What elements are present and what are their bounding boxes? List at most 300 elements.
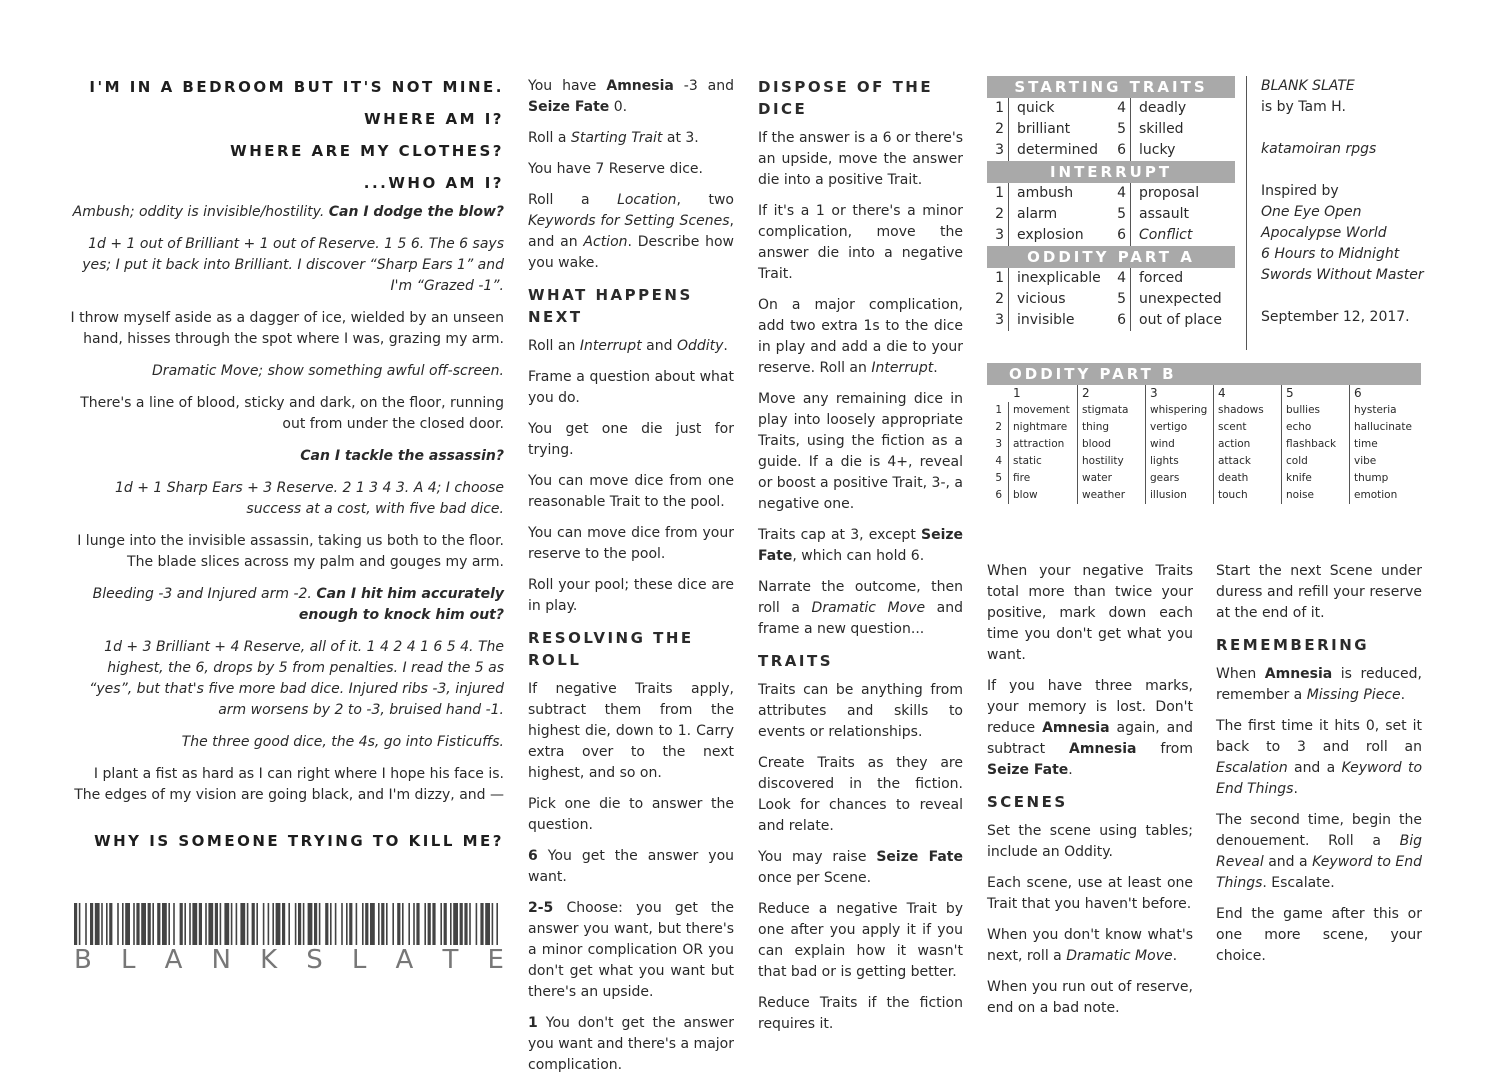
- example-narration: I lunge into the invisible assassin, taking us both to the floor. The blade slices across my palm and gouges my arm.: [77, 533, 504, 570]
- row-number: 4: [1109, 268, 1131, 289]
- table-entry: thing: [1077, 419, 1145, 436]
- row-number: 5: [1109, 119, 1131, 140]
- final-question: WHY IS SOMEONE TRYING TO KILL ME?: [94, 832, 504, 850]
- barcode-letter: E: [487, 945, 504, 975]
- rule-paragraph: [528, 128, 734, 149]
- barcode-bar: [308, 903, 313, 945]
- table-title-oddity-b: ODDITY PART B: [987, 363, 1421, 385]
- table-entry: inexplicable: [1017, 270, 1101, 286]
- example-question: Can I dodge the blow?: [328, 204, 504, 220]
- barcode-bar: [85, 903, 87, 945]
- barcode-bar: [392, 903, 394, 945]
- rule-paragraph: Reduce Traits if the fiction requires it.: [758, 995, 963, 1032]
- table-entry: hysteria: [1349, 402, 1417, 419]
- example-move: Dramatic Move; show something awful off-screen.: [152, 363, 504, 379]
- row-number: 1: [987, 402, 1009, 419]
- table-entry: vibe: [1349, 453, 1417, 470]
- barcode-bar: [240, 903, 245, 945]
- section-heading: RESOLVING THE ROLL: [528, 629, 694, 669]
- table-ref: Big Reveal: [1216, 833, 1422, 870]
- row-number: 3: [987, 310, 1009, 331]
- barcode-bar: [125, 903, 130, 945]
- inspiration-work: 6 Hours to Midnight: [1261, 246, 1400, 262]
- text: Traits cap at 3, except: [758, 527, 916, 543]
- table-entry: whispering: [1145, 402, 1213, 419]
- barcode-bar: [303, 903, 305, 945]
- text: from: [1160, 741, 1194, 757]
- amnesia-term: Amnesia: [1264, 666, 1333, 682]
- barcode-bar: [256, 903, 258, 945]
- text: -3 and: [683, 78, 734, 94]
- die-result: 2-5: [528, 900, 554, 916]
- row-number: 6: [1109, 310, 1131, 331]
- corner: [987, 385, 1009, 402]
- table-entry: ambush: [1017, 185, 1074, 201]
- rule-paragraph: You can move dice from one reasonable Trait to the pool.: [528, 473, 734, 510]
- barcode-bar: [106, 903, 108, 945]
- barcode-bar: [444, 903, 447, 945]
- text: If you have three marks, your memory is lost. Don't reduce: [987, 678, 1193, 736]
- text: . Escalate.: [1262, 875, 1335, 891]
- table-entry: invisible: [1017, 312, 1075, 328]
- barcode-bar: [74, 903, 77, 945]
- barcode-bar: [378, 903, 380, 945]
- barcode-letter: A: [395, 945, 414, 975]
- rule-paragraph: [528, 1013, 734, 1076]
- barcode-letter: N: [211, 945, 231, 975]
- text: When you don't know what's next, roll a: [987, 927, 1193, 964]
- table-entry: hostility: [1077, 453, 1145, 470]
- barcode-bar: [450, 903, 452, 945]
- example-status: Bleeding -3 and Injured arm -2.: [92, 586, 312, 602]
- barcode-bar: [349, 903, 352, 945]
- barcode-bar: [133, 903, 135, 945]
- row-number: 3: [987, 225, 1009, 246]
- text: and a: [1293, 760, 1336, 776]
- table-entry: movement: [1013, 404, 1070, 416]
- table-entry: water: [1077, 470, 1145, 487]
- rules-column-1: [528, 76, 734, 1086]
- barcode-bar: [268, 903, 270, 945]
- text: .: [1172, 948, 1178, 964]
- title-line-1: I'M IN A BEDROOM BUT IT'S NOT MINE.: [89, 78, 504, 96]
- text: You don't get the answer you want and there's a major complication.: [528, 1015, 735, 1073]
- example-roll: 1d + 1 Sharp Ears + 3 Reserve. 2 1 3 4 3. A 4; I choose success at a cost, with five bad dice.: [114, 480, 504, 517]
- rule-paragraph: You can move dice from your reserve to the pool.: [528, 525, 734, 562]
- barcode-bar: [464, 903, 467, 945]
- table-entry: forced: [1139, 270, 1184, 286]
- text: You have: [528, 78, 597, 94]
- table-ref: Location: [617, 192, 677, 208]
- example-paragraph: [70, 202, 504, 223]
- barcode-bar: [282, 903, 285, 945]
- seize-fate-term: Seize Fate: [876, 849, 963, 865]
- table-ref: Keyword to End Things: [1216, 854, 1422, 891]
- oddity-b-table: [987, 363, 1421, 504]
- text: and frame a new question...: [758, 600, 964, 637]
- rule-paragraph: End the game after this or one more scene, your choice.: [1216, 906, 1422, 964]
- rules-column-3: [987, 561, 1193, 1029]
- publication-date: September 12, 2017.: [1261, 309, 1410, 325]
- barcode-bar: [192, 903, 197, 945]
- row-number: 2: [987, 289, 1009, 310]
- rule-paragraph: When you run out of reserve, end on a bad note.: [987, 979, 1193, 1016]
- seize-fate-term: Seize Fate: [528, 99, 610, 115]
- example-narration: There's a line of blood, sticky and dark, on the floor, running out from under the closed door.: [80, 395, 504, 432]
- text: once per Scene.: [758, 870, 872, 886]
- table-entry: knife: [1281, 470, 1349, 487]
- table-entry: hallucinate: [1349, 419, 1417, 436]
- barcode-bar: [220, 903, 222, 945]
- text: is reduced, remember a: [1216, 666, 1423, 703]
- table-entry: assault: [1139, 206, 1189, 222]
- section-heading: REMEMBERING: [1216, 636, 1370, 654]
- barcode-bar: [424, 903, 426, 945]
- text: Roll a: [528, 192, 590, 208]
- example-roll: 1d + 1 out of Brilliant + 1 out of Reserve. 1 5 6. The 6 says yes; I put it back into Brilliant. I discover “Sharp Ears 1” and I'm “Grazed -1”.: [82, 236, 504, 294]
- title-line-3: WHERE ARE MY CLOTHES?: [230, 142, 504, 160]
- table-row: [987, 268, 1235, 289]
- row-number: 2: [987, 204, 1009, 225]
- rule-paragraph: Start the next Scene under duress and refill your reserve at the end of it.: [1216, 563, 1422, 621]
- rule-paragraph: If the answer is a 6 or there's an upside, move the answer die into a positive Trait.: [758, 130, 963, 188]
- barcode-letter: A: [164, 945, 183, 975]
- table-entry: determined: [1017, 142, 1099, 158]
- rule-paragraph: Set the scene using tables; include an Oddity.: [987, 823, 1193, 860]
- amnesia-term: Amnesia: [1042, 720, 1110, 736]
- row-number: 3: [987, 140, 1009, 161]
- section-heading: TRAITS: [758, 652, 834, 670]
- barcode-bar: [295, 903, 297, 945]
- inspired-by: Inspired by: [1261, 183, 1339, 199]
- example-narration: I throw myself aside as a dagger of ice, wielded by an unseen hand, hisses through the spot where I was, grazing my arm.: [70, 310, 504, 347]
- barcode-letter: S: [306, 945, 323, 975]
- table-entry: emotion: [1349, 487, 1417, 504]
- barcode-bar: [272, 903, 274, 945]
- credits: [1246, 76, 1436, 350]
- row-number: 4: [1109, 98, 1131, 119]
- table-entry: out of place: [1139, 312, 1222, 328]
- rule-paragraph: [528, 76, 734, 118]
- example-roll: 1d + 3 Brilliant + 4 Reserve, all of it. 1 4 2 4 1 6 5 4. The highest, the 6, drops by 5 from penalties. I read the 5 as “yes”, but that's five more bad dice. Injured ribs -3, injured arm worsens by 2 to -3, bruised hand -1.: [89, 639, 504, 718]
- table-row: [987, 183, 1235, 204]
- barcode-bar: [330, 903, 332, 945]
- text: . Describe how you wake.: [528, 234, 734, 271]
- rule-paragraph: Each scene, use at least one Trait that you haven't before.: [987, 875, 1193, 912]
- column-number: 3: [1145, 385, 1213, 402]
- rule-paragraph: [758, 577, 963, 640]
- table-entry: stigmata: [1077, 402, 1145, 419]
- text: When: [1216, 666, 1257, 682]
- example-paragraph: [70, 584, 504, 626]
- row-number: 5: [1109, 204, 1131, 225]
- row-number: 4: [987, 453, 1009, 470]
- barcode-bar: [157, 903, 160, 945]
- table-ref: Interrupt: [579, 338, 642, 354]
- table-ref: Keyword to End Things: [1216, 760, 1423, 797]
- table-title-starting-traits: STARTING TRAITS: [987, 76, 1235, 98]
- text: again, and subtract: [987, 720, 1194, 757]
- table-entry: bullies: [1281, 402, 1349, 419]
- table-row: [987, 204, 1235, 225]
- rule-paragraph: [528, 898, 734, 1003]
- rule-paragraph: [758, 295, 963, 379]
- row-number: 5: [1109, 289, 1131, 310]
- table-entry: death: [1213, 470, 1281, 487]
- table-row: [987, 453, 1421, 470]
- barcode-bar: [180, 903, 183, 945]
- rule-paragraph: [528, 190, 734, 274]
- section-heading: WHAT HAPPENS NEXT: [528, 286, 693, 326]
- column-number: 4: [1213, 385, 1281, 402]
- barcode-bar: [325, 903, 328, 945]
- table-entry: wind: [1145, 436, 1213, 453]
- barcode-bar: [485, 903, 490, 945]
- table-ref: Oddity: [676, 338, 724, 354]
- rule-paragraph: [528, 336, 734, 357]
- barcode-bar: [314, 903, 317, 945]
- table-row: [987, 225, 1235, 246]
- row-number: 6: [1109, 140, 1131, 161]
- barcode-bar: [189, 903, 191, 945]
- barcode-bar: [298, 903, 301, 945]
- barcode-bar: [136, 903, 139, 945]
- barcode-letter: L: [351, 945, 367, 975]
- table-entry: nightmare: [1013, 421, 1068, 433]
- barcode-bar: [408, 903, 410, 945]
- table-entry: illusion: [1145, 487, 1213, 504]
- table-ref: Interrupt: [871, 360, 934, 376]
- table-entry: time: [1349, 436, 1417, 453]
- row-number: 2: [987, 119, 1009, 140]
- table-entry: scent: [1213, 419, 1281, 436]
- rule-paragraph: [528, 846, 734, 888]
- barcode-bar: [362, 903, 364, 945]
- column-number: 6: [1349, 385, 1417, 402]
- text: and a: [1268, 854, 1308, 870]
- trait-tables: [987, 76, 1235, 331]
- barcode-bar: [356, 903, 358, 945]
- barcode-bar: [276, 903, 281, 945]
- barcode-bar: [440, 903, 442, 945]
- barcode-bar: [365, 903, 368, 945]
- amnesia-term: Amnesia: [1069, 741, 1137, 757]
- barcode-bar: [469, 903, 471, 945]
- text: On a major complication, add two extra 1s to the dice in play and add a die to your reserve. Roll an: [758, 297, 963, 376]
- table-row: [987, 470, 1421, 487]
- text: Narrate the outcome, then roll a: [758, 579, 963, 616]
- barcode-bar: [480, 903, 483, 945]
- title-line-2: WHERE AM I?: [364, 110, 504, 128]
- text: , which can hold 6.: [792, 548, 925, 564]
- rule-paragraph: If it's a 1 or there's a minor complication, move the answer die into a negative Trait.: [758, 203, 963, 282]
- rule-paragraph: Pick one die to answer the question.: [528, 796, 734, 833]
- table-entry: attack: [1213, 453, 1281, 470]
- barcode-bar: [386, 903, 388, 945]
- seize-fate-term: Seize Fate: [987, 762, 1069, 778]
- text: Roll an: [528, 338, 576, 354]
- author: is by Tam H.: [1261, 99, 1346, 115]
- table-entry: Conflict: [1139, 227, 1193, 243]
- rule-paragraph: Create Traits as they are discovered in the fiction. Look for chances to reveal and relate.: [758, 755, 963, 834]
- table-entry: lights: [1145, 453, 1213, 470]
- barcode-bar: [199, 903, 202, 945]
- section-heading: SCENES: [987, 793, 1068, 811]
- die-result: 1: [528, 1015, 538, 1031]
- barcode-bar: [152, 903, 154, 945]
- table-row: [987, 402, 1421, 419]
- text: 0.: [613, 99, 628, 115]
- rules-column-2: [758, 76, 963, 1045]
- barcode-bar: [397, 903, 400, 945]
- barcode-bar: [247, 903, 249, 945]
- row-number: 6: [987, 487, 1009, 504]
- barcode-bar: [141, 903, 146, 945]
- barcode-bar: [319, 903, 321, 945]
- barcode-bar: [205, 903, 207, 945]
- example-column: [70, 76, 504, 862]
- row-number: 1: [987, 98, 1009, 119]
- rule-paragraph: Traits can be anything from attributes and skills to events or relationships.: [758, 682, 963, 740]
- table-entry: action: [1213, 436, 1281, 453]
- text: .: [1400, 687, 1406, 703]
- rule-paragraph: [1216, 664, 1422, 706]
- column-header-row: [987, 385, 1421, 402]
- table-row: [987, 310, 1235, 331]
- rule-paragraph: [758, 847, 963, 889]
- table-entry: cold: [1281, 453, 1349, 470]
- text: , two: [676, 192, 734, 208]
- barcode-bar: [215, 903, 218, 945]
- row-number: 3: [987, 436, 1009, 453]
- barcode-letter: B: [74, 945, 92, 975]
- barcode-bar: [346, 903, 348, 945]
- column-number: 2: [1077, 385, 1145, 402]
- rule-paragraph: Move any remaining dice in play into loosely appropriate Traits, using the fiction as a guide. If a die is 4+, reveal or boost a positive Trait, 3-, a negative one.: [758, 391, 963, 512]
- table-ref: Dramatic Move: [811, 600, 926, 616]
- barcode-bar: [109, 903, 112, 945]
- table-entry: quick: [1017, 100, 1055, 116]
- oddity-b-grid: [987, 385, 1421, 504]
- inspiration-work: Apocalypse World: [1261, 225, 1387, 241]
- barcode-bar: [416, 903, 419, 945]
- barcode-bar: [173, 903, 175, 945]
- text: .: [723, 338, 728, 354]
- rule-paragraph: [987, 676, 1193, 781]
- barcode-bar: [370, 903, 375, 945]
- table-entry: vicious: [1017, 291, 1066, 307]
- table-entry: static: [1013, 455, 1042, 467]
- barcode-bar: [231, 903, 233, 945]
- text: and: [646, 338, 673, 354]
- text: You may raise: [758, 849, 867, 865]
- table-row: [987, 487, 1421, 504]
- text: , and an: [528, 213, 734, 250]
- table-entry: flashback: [1281, 436, 1349, 453]
- table-row: [987, 98, 1235, 119]
- barcode-bar: [90, 903, 93, 945]
- row-number: 1: [987, 268, 1009, 289]
- barcode-bar: [79, 903, 81, 945]
- inspiration-work: Swords Without Master: [1261, 267, 1424, 283]
- title-line-4: ...WHO AM I?: [363, 174, 504, 192]
- text: Choose: you get the answer you want, but there's a minor complication OR you don't get what you want but there's an upside.: [528, 900, 734, 1000]
- table-ref: Escalation: [1216, 760, 1288, 776]
- row-number: 6: [1109, 225, 1131, 246]
- example-narration: I plant a fist as hard as I can right where I hope his face is. The edges of my vision are going black, and I'm dizzy, and —: [74, 766, 504, 803]
- table-entry: shadows: [1213, 402, 1281, 419]
- table-row: [987, 140, 1235, 161]
- barcode-bar: [288, 903, 290, 945]
- table-entry: attraction: [1013, 438, 1065, 450]
- rule-paragraph: If negative Traits apply, subtract them from the highest die, down to 1. Carry extra over to the next highest, and so on.: [528, 681, 734, 781]
- barcode-bar: [476, 903, 478, 945]
- rule-paragraph: [1216, 810, 1422, 894]
- example-question: Can I hit him accurately enough to knock him out?: [298, 586, 504, 623]
- barcode-bar: [162, 903, 167, 945]
- barcode-bar: [148, 903, 151, 945]
- table-ref: Dramatic Move: [1066, 948, 1173, 964]
- barcode-bar: [402, 903, 404, 945]
- inspiration-work: One Eye Open: [1261, 204, 1362, 220]
- example-question: Can I tackle the assassin?: [300, 448, 504, 464]
- barcode-bar: [184, 903, 186, 945]
- seize-fate-term: Seize Fate: [758, 527, 964, 564]
- table-ref: Action: [583, 234, 628, 250]
- table-row: [987, 436, 1421, 453]
- barcode-bar: [263, 903, 265, 945]
- column-number: 1: [1013, 386, 1021, 400]
- barcode-bar: [208, 903, 213, 945]
- rule-paragraph: You get one die just for trying.: [528, 421, 734, 458]
- row-number: 2: [987, 419, 1009, 436]
- barcode-bar: [460, 903, 463, 945]
- table-entry: vertigo: [1145, 419, 1213, 436]
- rule-paragraph: [987, 925, 1193, 967]
- table-entry: blood: [1077, 436, 1145, 453]
- barcode-bar: [341, 903, 343, 945]
- table-row: [987, 289, 1235, 310]
- barcode-bar: [432, 903, 435, 945]
- text: .: [933, 360, 938, 376]
- die-result: 6: [528, 848, 538, 864]
- game-title: BLANK SLATE: [1261, 78, 1355, 94]
- section-heading: DISPOSE OF THE DICE: [758, 78, 934, 118]
- rule-paragraph: [1216, 716, 1422, 800]
- barcode-bar: [381, 903, 384, 945]
- table-ref: Keywords for Setting Scenes: [528, 213, 730, 229]
- barcode-logo: [74, 903, 498, 945]
- table-entry: brilliant: [1017, 121, 1071, 137]
- row-number: 4: [1109, 183, 1131, 204]
- text: at 3.: [666, 130, 699, 146]
- barcode-letter: L: [120, 945, 136, 975]
- barcode-bar: [122, 903, 124, 945]
- text: You get the answer you want.: [528, 848, 735, 885]
- table-entry: noise: [1281, 487, 1349, 504]
- publisher: katamoiran rpgs: [1261, 141, 1377, 157]
- table-entry: skilled: [1139, 121, 1184, 137]
- table-ref: Starting Trait: [570, 130, 663, 146]
- table-entry: proposal: [1139, 185, 1200, 201]
- rules-column-4: [1216, 561, 1422, 977]
- barcode-letter: K: [260, 945, 278, 975]
- table-entry: blow: [1013, 489, 1038, 501]
- table-entry: gears: [1145, 470, 1213, 487]
- table-row: [987, 419, 1421, 436]
- barcode-bar: [492, 903, 494, 945]
- rule-paragraph: Reduce a negative Trait by one after you apply it if you can explain how it wasn't that bad or is getting better.: [758, 901, 963, 980]
